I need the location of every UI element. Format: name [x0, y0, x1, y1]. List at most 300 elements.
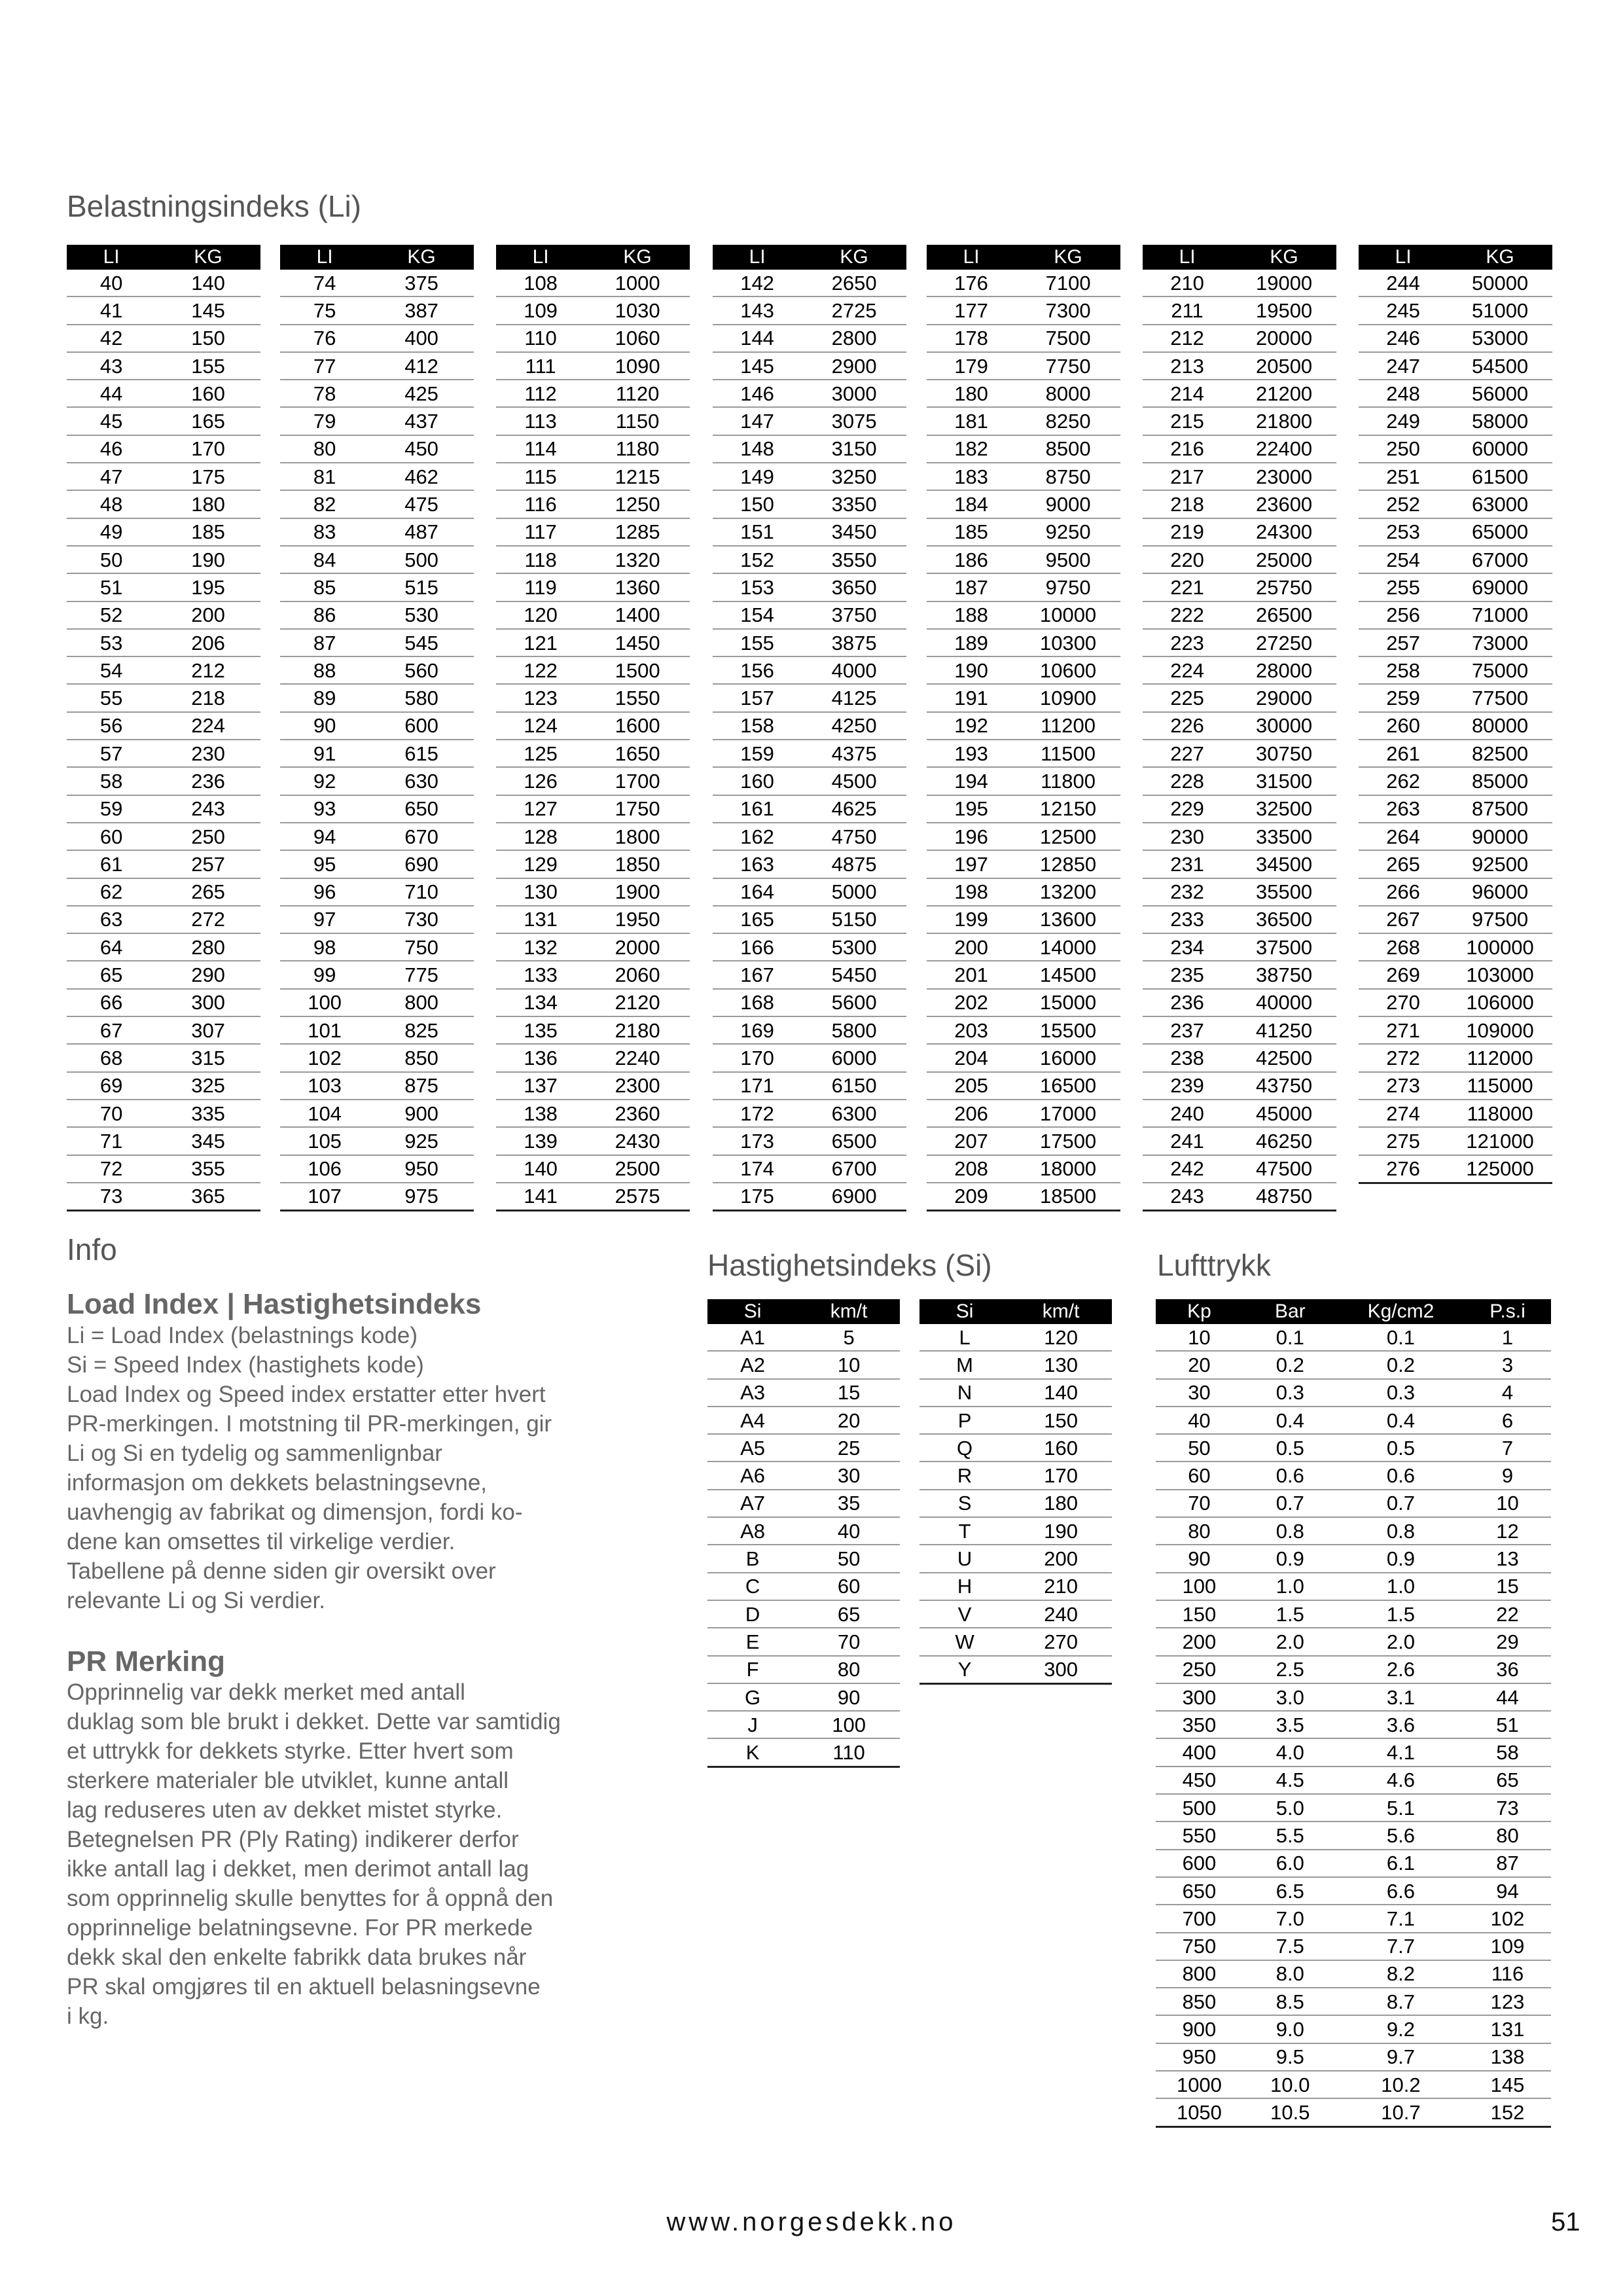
table-cell: 8.2 [1338, 1960, 1464, 1988]
table-row [280, 850, 474, 878]
table-cell: 32500 [1232, 795, 1336, 823]
load-index-info-text: Li = Load Index (belastnings kode) Si = Speed Index (hastighets kode) Load Index og Speed index erstatter etter hvert PR-merkingen. I motstning til PR-merkingen, gir Li og Si en tydelig og sammenlignbar informasjon om dekkets belastningsevne, uavhengig av fabrikat og dimensjon, fordi ko- dene kan omsettes til virkelige verdier. Tabellene på denne siden gir oversikt over relevante Li og Si verdier. [67, 1323, 552, 1613]
table-cell: 265 [156, 878, 260, 906]
table-row [1143, 823, 1336, 850]
table-cell: 950 [1156, 2043, 1243, 2071]
table-cell: 1150 [585, 407, 690, 435]
table-cell: 850 [369, 1044, 474, 1071]
table-cell: S [919, 1490, 1010, 1517]
table-cell: 237 [1143, 1016, 1232, 1044]
table-cell: 5450 [802, 961, 906, 988]
table-row [1359, 823, 1552, 850]
table-row [1359, 933, 1552, 961]
table-cell: 34500 [1232, 850, 1336, 878]
table-cell: 108 [496, 270, 585, 296]
table-cell: 223 [1143, 629, 1232, 656]
table-row [713, 656, 906, 684]
table-cell: 190 [1010, 1517, 1112, 1545]
table-cell: 3450 [802, 518, 906, 546]
pr-merking-heading: PR Merking [67, 1645, 226, 1677]
table-cell: 177 [927, 296, 1016, 324]
table-cell: 1050 [1156, 2098, 1243, 2126]
table-row [67, 656, 260, 684]
table-cell: 14000 [1016, 933, 1120, 961]
table-cell: U [919, 1545, 1010, 1572]
table-cell: 103000 [1448, 961, 1552, 988]
table-row [713, 380, 906, 407]
table-cell: 242 [1143, 1155, 1232, 1183]
table-cell: 2430 [585, 1127, 690, 1155]
table-cell: M [919, 1351, 1010, 1378]
table-cell: 100 [1156, 1573, 1243, 1600]
table-cell: 66 [67, 989, 156, 1016]
table-cell: 245 [1359, 296, 1448, 324]
table-row [713, 490, 906, 518]
table-cell: 13 [1464, 1545, 1551, 1572]
load-index-col-7-table [1359, 245, 1552, 1184]
table-row [927, 767, 1120, 795]
table-row [927, 906, 1120, 933]
table-cell: 0.4 [1338, 1407, 1464, 1434]
table-cell: 185 [927, 518, 1016, 546]
table-row [927, 933, 1120, 961]
table-row [67, 933, 260, 961]
table-row [919, 1656, 1112, 1684]
table-cell: 232 [1143, 878, 1232, 906]
table-row [1143, 795, 1336, 823]
table-cell: 271 [1359, 1016, 1448, 1044]
table-cell: 262 [1359, 767, 1448, 795]
table-row [919, 1545, 1112, 1572]
table-cell: 5.6 [1338, 1821, 1464, 1849]
table-cell: 2800 [802, 325, 906, 352]
table-row [1156, 1628, 1551, 1655]
table-cell: 200 [1010, 1545, 1112, 1572]
table-cell: 125 [496, 740, 585, 767]
table-cell: 9 [1464, 1462, 1551, 1489]
header-cell: LI [1359, 245, 1448, 270]
table-cell: 164 [713, 878, 802, 906]
table-cell: 87 [1464, 1850, 1551, 1877]
table-cell: 7500 [1016, 325, 1120, 352]
table-cell: 109000 [1448, 1016, 1552, 1044]
table-cell: 6.6 [1338, 1877, 1464, 1905]
table-cell: 100 [280, 989, 369, 1016]
table-cell: 25 [798, 1434, 900, 1462]
table-row [280, 463, 474, 490]
pr-merking-text: Opprinnelig var dekk merket med antall duklag som ble brukt i dekket. Dette var samtidig et uttrykk for dekkets styrke. Etter hvert som sterkere materialer ble utviklet, kunne antall lag reduseres uten av dekket mistet styrke. Betegnelsen PR (Ply Rating) indikerer derfor ikke antall lag i dekket, men derimot antall lag som opprinnelig skulle benyttes for å oppnå den opprinnelige belatningsevne. For PR merkede dekk skal den enkelte fabrikk data brukes når PR skal omgjøres til en aktuell belasningsevne i kg. [67, 1679, 561, 2029]
table-cell: 69 [67, 1072, 156, 1100]
table-row [707, 1517, 900, 1545]
table-cell: 47 [67, 463, 156, 490]
table-cell: 195 [927, 795, 1016, 823]
table-cell: 500 [369, 546, 474, 573]
table-cell: 129 [496, 850, 585, 878]
table-cell: 4750 [802, 823, 906, 850]
table-row [1143, 961, 1336, 988]
table-cell: 249 [1359, 407, 1448, 435]
table-row [713, 823, 906, 850]
table-row [1143, 712, 1336, 740]
table-row [496, 380, 690, 407]
table-cell: 170 [1010, 1462, 1112, 1489]
table-row [496, 490, 690, 518]
table-cell: 12500 [1016, 823, 1120, 850]
table-row [713, 1155, 906, 1183]
table-row [1359, 518, 1552, 546]
table-cell: 3.5 [1243, 1711, 1338, 1738]
table-cell: 206 [927, 1100, 1016, 1127]
table-cell: 11200 [1016, 712, 1120, 740]
table-cell: E [707, 1628, 798, 1655]
table-row [280, 656, 474, 684]
table-cell: 425 [369, 380, 474, 407]
header-cell: KG [585, 245, 690, 270]
table-cell: 78 [280, 380, 369, 407]
table-row [713, 407, 906, 435]
table-row [67, 906, 260, 933]
table-cell: 276 [1359, 1155, 1448, 1183]
table-cell: 264 [1359, 823, 1448, 850]
table-cell: 80 [1464, 1821, 1551, 1849]
table-cell: 83 [280, 518, 369, 546]
table-cell: 80000 [1448, 712, 1552, 740]
table-cell: 63000 [1448, 490, 1552, 518]
table-cell: 97 [280, 906, 369, 933]
table-cell: 77500 [1448, 684, 1552, 711]
table-cell: 8.0 [1243, 1960, 1338, 1988]
table-row [927, 407, 1120, 435]
table-cell: 2.0 [1243, 1628, 1338, 1655]
table-cell: 69000 [1448, 573, 1552, 601]
table-cell: 65 [798, 1600, 900, 1628]
table-cell: 135 [496, 1016, 585, 1044]
table-cell: 107 [280, 1183, 369, 1211]
header-row [713, 245, 906, 270]
table-cell: 178 [927, 325, 1016, 352]
table-row [1359, 795, 1552, 823]
table-cell: 315 [156, 1044, 260, 1071]
table-cell: 6300 [802, 1100, 906, 1127]
table-cell: 163 [713, 850, 802, 878]
table-cell: 600 [369, 712, 474, 740]
table-row [1359, 435, 1552, 463]
table-cell: 250 [156, 823, 260, 850]
table-cell: 0.3 [1338, 1379, 1464, 1407]
table-cell: 7.1 [1338, 1905, 1464, 1932]
table-cell: 58000 [1448, 407, 1552, 435]
table-row [1359, 546, 1552, 573]
table-cell: 203 [927, 1016, 1016, 1044]
table-row [1359, 629, 1552, 656]
table-row [713, 850, 906, 878]
table-row [1156, 1905, 1551, 1932]
table-row [1359, 601, 1552, 629]
table-cell: 800 [369, 989, 474, 1016]
table-row [280, 573, 474, 601]
table-row [713, 1183, 906, 1211]
table-cell: 240 [1143, 1100, 1232, 1127]
header-cell: Bar [1243, 1299, 1338, 1324]
table-cell: 125000 [1448, 1155, 1552, 1183]
table-row [927, 712, 1120, 740]
table-cell: 208 [927, 1155, 1016, 1183]
table-row [1156, 1683, 1551, 1711]
table-cell: A6 [707, 1462, 798, 1489]
table-cell: 29000 [1232, 684, 1336, 711]
table-cell: 174 [713, 1155, 802, 1183]
table-row [280, 1100, 474, 1127]
table-cell: P [919, 1407, 1010, 1434]
table-cell: 9250 [1016, 518, 1120, 546]
table-cell: 4.0 [1243, 1738, 1338, 1766]
table-cell: 95 [280, 850, 369, 878]
table-cell: 179 [927, 352, 1016, 380]
table-row [280, 961, 474, 988]
header-row [496, 245, 690, 270]
table-cell: 45 [67, 407, 156, 435]
table-cell: 259 [1359, 684, 1448, 711]
table-cell: 160 [713, 767, 802, 795]
table-cell: 167 [713, 961, 802, 988]
table-cell: 1600 [585, 712, 690, 740]
table-cell: 227 [1143, 740, 1232, 767]
table-row [496, 407, 690, 435]
table-cell: 109 [496, 296, 585, 324]
table-row [713, 1100, 906, 1127]
table-row [713, 684, 906, 711]
table-cell: 60000 [1448, 435, 1552, 463]
table-row [280, 795, 474, 823]
table-row [927, 270, 1120, 296]
table-row [280, 1044, 474, 1071]
table-cell: 37500 [1232, 933, 1336, 961]
table-cell: 258 [1359, 656, 1448, 684]
speed-index-col-1-table [707, 1299, 900, 1768]
table-row [67, 878, 260, 906]
table-cell: 23000 [1232, 463, 1336, 490]
load-index-title: Belastningsindeks (Li) [67, 189, 362, 223]
table-cell: 2650 [802, 270, 906, 296]
table-cell: 56 [67, 712, 156, 740]
table-cell: 176 [927, 270, 1016, 296]
table-row [1359, 1100, 1552, 1127]
table-row [1156, 1850, 1551, 1877]
table-cell: 530 [369, 601, 474, 629]
table-row [1143, 518, 1336, 546]
header-cell: Si [919, 1299, 1010, 1324]
table-row [1143, 1016, 1336, 1044]
table-row [1143, 1155, 1336, 1183]
table-cell: 53 [67, 629, 156, 656]
table-cell: 3 [1464, 1351, 1551, 1378]
table-cell: 20500 [1232, 352, 1336, 380]
table-cell: 97500 [1448, 906, 1552, 933]
table-cell: 115000 [1448, 1072, 1552, 1100]
table-cell: V [919, 1600, 1010, 1628]
table-cell: 1090 [585, 352, 690, 380]
table-cell: 145 [156, 296, 260, 324]
table-row [280, 296, 474, 324]
table-cell: 88 [280, 656, 369, 684]
table-cell: 11500 [1016, 740, 1120, 767]
table-cell: 210 [1143, 270, 1232, 296]
table-cell: 274 [1359, 1100, 1448, 1127]
table-row [1143, 380, 1336, 407]
table-cell: 255 [1359, 573, 1448, 601]
table-cell: 192 [927, 712, 1016, 740]
table-row [280, 380, 474, 407]
table-row [1359, 380, 1552, 407]
table-cell: 22400 [1232, 435, 1336, 463]
table-cell: 40 [1156, 1407, 1243, 1434]
table-cell: 1215 [585, 463, 690, 490]
table-row [927, 878, 1120, 906]
table-cell: 219 [1143, 518, 1232, 546]
table-cell: 175 [156, 463, 260, 490]
table-row [67, 795, 260, 823]
table-cell: 189 [927, 629, 1016, 656]
table-cell: 5000 [802, 878, 906, 906]
table-cell: 6700 [802, 1155, 906, 1183]
table-row [496, 989, 690, 1016]
table-row [496, 823, 690, 850]
table-cell: R [919, 1462, 1010, 1489]
table-cell: 17500 [1016, 1127, 1120, 1155]
table-row [496, 518, 690, 546]
table-cell: 2180 [585, 1016, 690, 1044]
table-row [707, 1407, 900, 1434]
table-cell: 950 [369, 1155, 474, 1183]
table-row [927, 656, 1120, 684]
table-row [1143, 878, 1336, 906]
table-cell: 154 [713, 601, 802, 629]
table-row [496, 850, 690, 878]
table-cell: 103 [280, 1072, 369, 1100]
table-row [280, 823, 474, 850]
table-row [1359, 1072, 1552, 1100]
table-cell: 16000 [1016, 1044, 1120, 1071]
table-row [927, 352, 1120, 380]
table-cell: 0.2 [1338, 1351, 1464, 1378]
table-cell: 6 [1464, 1407, 1551, 1434]
table-row [1143, 933, 1336, 961]
table-cell: C [707, 1573, 798, 1600]
table-cell: 27250 [1232, 629, 1336, 656]
table-cell: 40 [67, 270, 156, 296]
table-cell: 180 [927, 380, 1016, 407]
table-row [1156, 1462, 1551, 1489]
table-cell: 102 [1464, 1905, 1551, 1932]
table-row [707, 1656, 900, 1683]
table-cell: 182 [927, 435, 1016, 463]
table-cell: 188 [927, 601, 1016, 629]
table-cell: 4.6 [1338, 1767, 1464, 1794]
table-cell: 200 [156, 601, 260, 629]
table-row [1143, 906, 1336, 933]
table-cell: 8250 [1016, 407, 1120, 435]
table-cell: 142 [713, 270, 802, 296]
speed-index-col-2-table [919, 1299, 1112, 1685]
table-cell: 243 [156, 795, 260, 823]
table-cell: 123 [1464, 1988, 1551, 2015]
table-row [67, 850, 260, 878]
table-cell: 111 [496, 352, 585, 380]
table-row [280, 546, 474, 573]
table-cell: 23600 [1232, 490, 1336, 518]
table-cell: 545 [369, 629, 474, 656]
table-row [713, 712, 906, 740]
table-row [713, 906, 906, 933]
table-cell: 462 [369, 463, 474, 490]
table-row [713, 1127, 906, 1155]
table-cell: 1000 [585, 270, 690, 296]
table-row [927, 740, 1120, 767]
table-row [1156, 1877, 1551, 1905]
table-row [280, 270, 474, 296]
table-row [713, 546, 906, 573]
table-row [1156, 1738, 1551, 1766]
table-cell: 70 [1156, 1490, 1243, 1517]
table-row [67, 1072, 260, 1100]
table-cell: 162 [713, 823, 802, 850]
table-cell: 123 [496, 684, 585, 711]
table-cell: 236 [156, 767, 260, 795]
table-cell: 15 [1464, 1573, 1551, 1600]
table-row [67, 380, 260, 407]
table-row [713, 629, 906, 656]
table-cell: 96 [280, 878, 369, 906]
table-row [1359, 684, 1552, 711]
table-row [927, 325, 1120, 352]
table-row [1143, 352, 1336, 380]
table-row [713, 435, 906, 463]
table-cell: 90000 [1448, 823, 1552, 850]
table-row [280, 767, 474, 795]
table-cell: 670 [369, 823, 474, 850]
table-cell: 650 [369, 795, 474, 823]
table-cell: 15 [798, 1379, 900, 1407]
table-cell: 231 [1143, 850, 1232, 878]
table-cell: 122 [496, 656, 585, 684]
table-row [280, 518, 474, 546]
table-cell: 6.5 [1243, 1877, 1338, 1905]
table-cell: 261 [1359, 740, 1448, 767]
table-cell: 80 [280, 435, 369, 463]
table-cell: 500 [1156, 1794, 1243, 1821]
table-row [713, 463, 906, 490]
table-row [927, 518, 1120, 546]
table-cell: 5 [798, 1324, 900, 1351]
load-index-col-6-table [1143, 245, 1336, 1211]
table-cell: 290 [156, 961, 260, 988]
table-cell: 128 [496, 823, 585, 850]
table-cell: G [707, 1683, 798, 1711]
table-cell: 7.0 [1243, 1905, 1338, 1932]
table-cell: 84 [280, 546, 369, 573]
table-cell: 300 [1156, 1683, 1243, 1711]
table-cell: 5.5 [1243, 1821, 1338, 1849]
table-cell: 244 [1359, 270, 1448, 296]
table-cell: 4000 [802, 656, 906, 684]
table-cell: 0.6 [1338, 1462, 1464, 1489]
table-row [713, 601, 906, 629]
table-cell: 67 [67, 1016, 156, 1044]
table-row [1359, 352, 1552, 380]
table-row [1156, 1656, 1551, 1683]
table-cell: 226 [1143, 712, 1232, 740]
load-index-col-1-table [67, 245, 260, 1211]
